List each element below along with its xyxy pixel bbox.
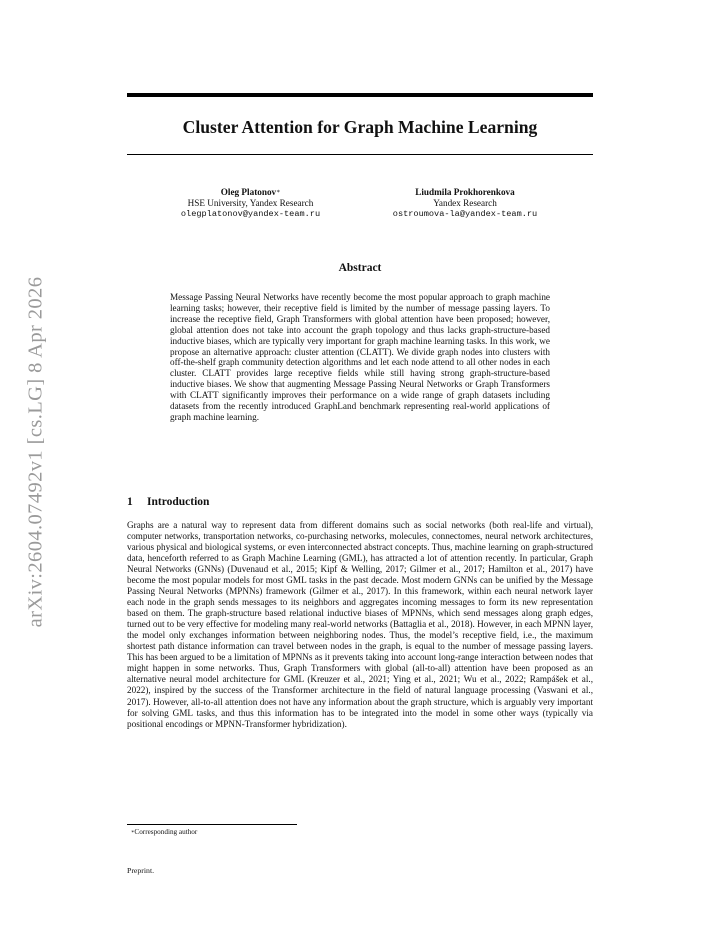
footnote-mark: ∗ — [131, 830, 135, 835]
footnote — [131, 828, 197, 837]
footnote-rule — [127, 824, 297, 825]
section-title: Introduction — [147, 496, 210, 508]
author-email[interactable]: olegplatonov@yandex-team.ru — [180, 209, 321, 219]
paper-title: Cluster Attention for Graph Machine Learning — [182, 117, 538, 137]
footnote-text: Corresponding author — [134, 828, 198, 836]
introduction-text: Graphs are a natural way to represent data from different domains such as social networks (both real-life and virtual), computer networks, transportation networks, co-purchasing networks, molecules, connectomes, neural network architectures, various physical and biological systems, or even interconnected abstract concepts. Thus, machine learning on graph-structured data, henceforth referred to as Graph Machine Learning (GML), has attracted a lot of attention recently. In particular, Graph Neural Networks (GNNs) (Duvenaud et al., 2015; Kipf & Welling, 2017; Gilmer et al., 2017; Hamilton et al., 2017) have become the most popular models for most GML tasks in the past decade. Most modern GNNs can be unified by the Message Passing Neural Networks (MPNNs) framework (Gilmer et al., 2017). In this framework, within each neural network layer each node in the graph sends messages to its neighbors and aggregates incoming messages to form its new representation based on them. The graph-structure based relational inductive biases of MPNNs, which send messages along graph edges, turned out to be very effective for modeling many real-world networks (Battaglia et al., 2018). However, in each MPNN layer, the model only exchanges information between neighboring nodes. Thus, the model’s receptive field, i.e., the maximum shortest path distance information can travel between nodes in the graph, is equal to the number of message passing layers. This has been argued to be a limitation of MPNNs as it prevents taking into account long-range interaction between nodes that might happen in some networks. Thus, Graph Transformers with global (all-to-all) attention have been proposed as an alternative neural model architecture for GML (Kreuzer et al., 2021; Ying et al., 2021; Wu et al., 2022; Rampášek et al., 2022), inspired by the success of the Transformer architecture in the field of natural language processing (Vaswani et al., 2017). However, all-to-all attention does not have any information about the graph structure, which is arguably very important for solving GML tasks, and thus this information has to be integrated into the model in some other ways (typically via positional encodings or MPNN-Transformer hybridization). — [127, 520, 593, 729]
abstract-heading: Abstract — [338, 262, 382, 274]
author-affiliation: Yandex Research — [433, 198, 497, 208]
section-number: 1 — [127, 496, 133, 508]
section-heading-introduction — [127, 495, 209, 509]
author-affiliation: HSE University, Yandex Research — [187, 198, 314, 208]
corresponding-author-mark: ∗ — [276, 189, 281, 195]
author-email[interactable]: ostroumova-la@yandex-team.ru — [392, 209, 538, 219]
abstract-text: Message Passing Neural Networks have recently become the most popular approach to graph machine learning tasks; however, their receptive field is limited by the number of message passing layers. To increase the receptive field, Graph Transformers with global attention have been proposed; however, global attention does not take into account the graph topology and thus lacks graph-structure-based inductive biases, which are typically very important for graph machine learning tasks. In this work, we propose an alternative approach: cluster attention (CLATT). We divide graph nodes into clusters with off-the-shelf graph community detection algorithms and let each node attend to all other nodes in each cluster. CLATT provides large receptive fields while still having strong graph-structure-based inductive biases. We show that augmenting Message Passing Neural Networks or Graph Transformers with CLATT significantly improves their performance on a wide range of graph datasets including datasets from the recently introduced GraphLand benchmark representing real-world applications of graph machine learning. — [170, 292, 550, 422]
author-block-1 — [158, 187, 343, 220]
author-name: Oleg Platonov — [220, 187, 277, 197]
preprint-label: Preprint. — [127, 866, 155, 875]
arxiv-identifier-stamp: arXiv:2604.07492v1 [cs.LG] 8 Apr 2026 — [24, 276, 47, 628]
author-block-2 — [372, 187, 558, 220]
author-name: Liudmila Prokhorenkova — [415, 187, 515, 197]
title-bottom-rule — [127, 154, 593, 155]
title-top-rule — [127, 93, 593, 97]
